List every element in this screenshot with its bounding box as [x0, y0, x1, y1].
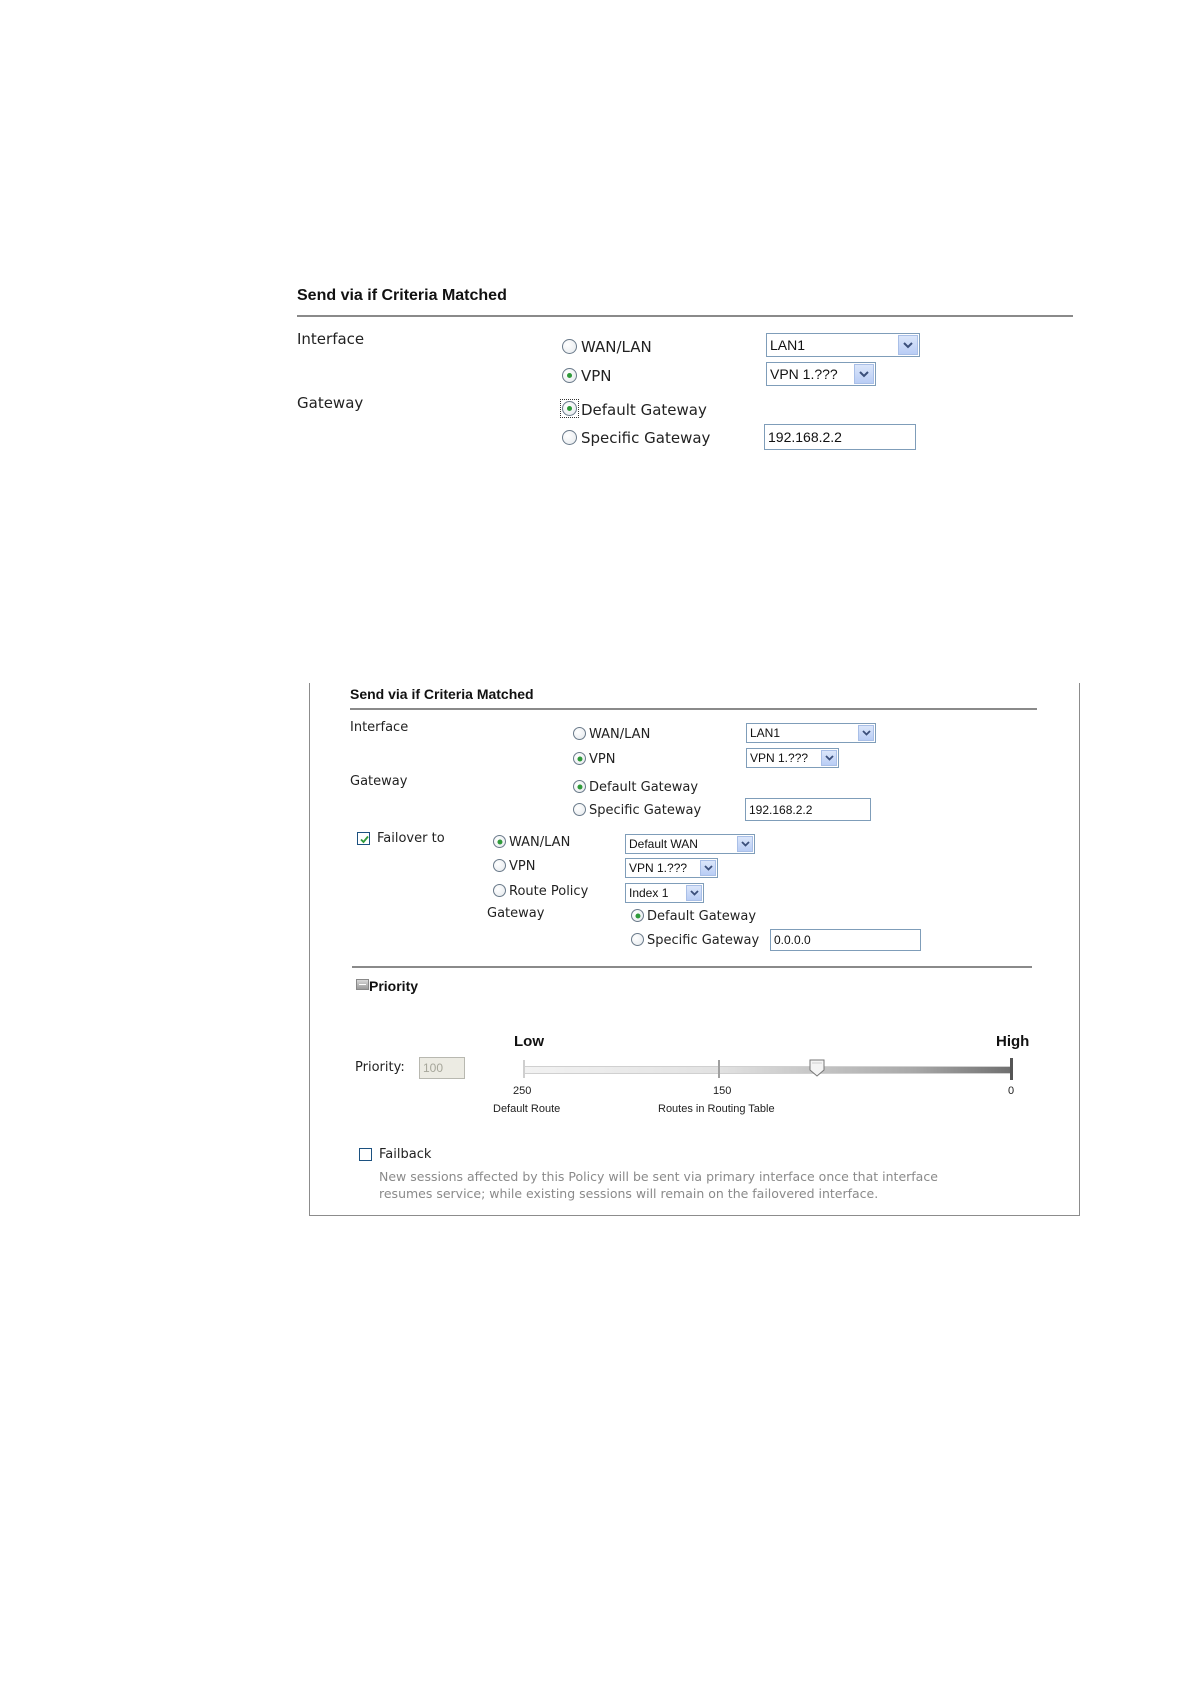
- chevron-down-icon[interactable]: [854, 364, 874, 384]
- priority-tick-150-mark: [718, 1060, 720, 1078]
- panel-1-wan-select[interactable]: [766, 333, 920, 357]
- panel-2-wan-lan-radio[interactable]: [573, 727, 586, 740]
- priority-field-value: 100: [423, 1061, 444, 1075]
- panel-1-wan-select-value: LAN1: [770, 337, 806, 353]
- panel-1-vpn-select[interactable]: [766, 362, 876, 386]
- failback-description-line2: resumes service; while existing sessions will remain on the failovered interface.: [379, 1186, 879, 1201]
- panel-1-vpn-label: VPN: [581, 367, 612, 385]
- panel-2-interface-label: Interface: [350, 720, 409, 735]
- panel-1-title: Send via if Criteria Matched: [297, 287, 507, 304]
- panel-2-vpn-label: VPN: [589, 752, 616, 767]
- failover-default-gateway-radio[interactable]: [631, 909, 644, 922]
- failover-specific-gateway-label: Specific Gateway: [647, 933, 760, 948]
- panel-1-rule: [297, 315, 1073, 317]
- panel-2-specific-gateway-label: Specific Gateway: [589, 803, 702, 818]
- priority-slider-thumb[interactable]: [809, 1059, 825, 1077]
- failover-wan-select[interactable]: [625, 834, 755, 854]
- panel-1-wan-lan-radio[interactable]: [562, 339, 577, 354]
- failback-checkbox[interactable]: [359, 1148, 372, 1161]
- panel-2-rule: [350, 708, 1037, 710]
- priority-tick-0-label: 0: [1008, 1085, 1015, 1097]
- failover-wan-select-value: Default WAN: [629, 837, 698, 851]
- panel-2-vpn-radio[interactable]: [573, 752, 586, 765]
- checkmark-icon: [359, 834, 370, 845]
- failover-specific-gateway-value: 0.0.0.0: [774, 933, 811, 947]
- panel-2-vpn-select-value: VPN 1.???: [750, 751, 809, 765]
- panel-1-vpn-select-value: VPN 1.???: [770, 366, 838, 382]
- priority-tick-250-label: 250: [513, 1085, 532, 1097]
- priority-divider: [352, 966, 1032, 968]
- failover-vpn-select-value: VPN 1.???: [629, 861, 688, 875]
- chevron-down-icon[interactable]: [898, 335, 918, 355]
- panel-2-frame: [309, 683, 1080, 1216]
- panel-1-vpn-radio[interactable]: [562, 368, 577, 383]
- failover-index-select[interactable]: [625, 883, 704, 903]
- chevron-down-icon[interactable]: [686, 885, 702, 901]
- panel-2-vpn-select[interactable]: [746, 748, 839, 768]
- failover-wan-lan-label: WAN/LAN: [509, 835, 571, 850]
- priority-low-label: Low: [514, 1033, 544, 1050]
- panel-2-wan-select[interactable]: [746, 723, 876, 743]
- priority-slider[interactable]: [523, 1058, 1013, 1082]
- priority-tick-0-mark: [1010, 1058, 1013, 1080]
- failover-vpn-select[interactable]: [625, 858, 718, 878]
- panel-1-default-gateway-radio[interactable]: [562, 401, 577, 416]
- priority-routing-table-caption: Routes in Routing Table: [658, 1103, 775, 1115]
- priority-default-route-caption: Default Route: [493, 1103, 561, 1115]
- panel-1-interface-label: Interface: [297, 330, 365, 348]
- priority-tick-150-label: 150: [713, 1085, 732, 1097]
- failback-description-line1: New sessions affected by this Policy will be sent via primary interface once that interface: [379, 1169, 938, 1184]
- failover-specific-gateway-input[interactable]: [770, 929, 921, 951]
- failover-route-policy-radio[interactable]: [493, 884, 506, 897]
- failover-vpn-radio[interactable]: [493, 859, 506, 872]
- priority-tick-250-mark: [523, 1060, 525, 1078]
- failover-gateway-label: Gateway: [487, 906, 545, 921]
- failover-wan-lan-radio[interactable]: [493, 835, 506, 848]
- chevron-down-icon[interactable]: [821, 750, 837, 766]
- collapse-icon[interactable]: [356, 979, 369, 990]
- failover-label: Failover to: [377, 831, 445, 846]
- panel-2-wan-lan-label: WAN/LAN: [589, 727, 651, 742]
- failover-vpn-label: VPN: [509, 859, 536, 874]
- panel-2-gateway-label: Gateway: [350, 774, 408, 789]
- slider-handle-icon: [809, 1059, 825, 1077]
- panel-1-default-gateway-label: Default Gateway: [581, 401, 707, 419]
- panel-1-wan-lan-label: WAN/LAN: [581, 338, 652, 356]
- priority-section-title: Priority: [369, 978, 419, 994]
- panel-2-title: Send via if Criteria Matched: [350, 686, 534, 702]
- failover-checkbox[interactable]: [357, 832, 370, 845]
- priority-slider-track: [523, 1066, 1013, 1074]
- chevron-down-icon[interactable]: [737, 836, 753, 852]
- priority-field-input[interactable]: [419, 1057, 465, 1079]
- priority-high-label: High: [996, 1033, 1030, 1050]
- panel-1-specific-gateway-value: 192.168.2.2: [768, 429, 842, 445]
- panel-2-specific-gateway-input[interactable]: [745, 798, 871, 821]
- panel-1-gateway-label: Gateway: [297, 394, 364, 412]
- panel-1-specific-gateway-input[interactable]: [764, 424, 916, 450]
- panel-2-wan-select-value: LAN1: [750, 726, 781, 740]
- chevron-down-icon[interactable]: [700, 860, 716, 876]
- chevron-down-icon[interactable]: [858, 725, 874, 741]
- panel-1-specific-gateway-label: Specific Gateway: [581, 429, 711, 447]
- failover-default-gateway-label: Default Gateway: [647, 909, 757, 924]
- panel-2-specific-gateway-radio[interactable]: [573, 803, 586, 816]
- panel-2-default-gateway-label: Default Gateway: [589, 780, 699, 795]
- failover-index-select-value: Index 1: [629, 886, 669, 900]
- panel-2-default-gateway-radio[interactable]: [573, 780, 586, 793]
- priority-field-label: Priority:: [355, 1060, 405, 1075]
- failover-route-policy-label: Route Policy: [509, 884, 589, 899]
- failover-specific-gateway-radio[interactable]: [631, 933, 644, 946]
- panel-2-specific-gateway-value: 192.168.2.2: [749, 802, 813, 817]
- panel-1-specific-gateway-radio[interactable]: [562, 430, 577, 445]
- failback-label: Failback: [379, 1147, 432, 1162]
